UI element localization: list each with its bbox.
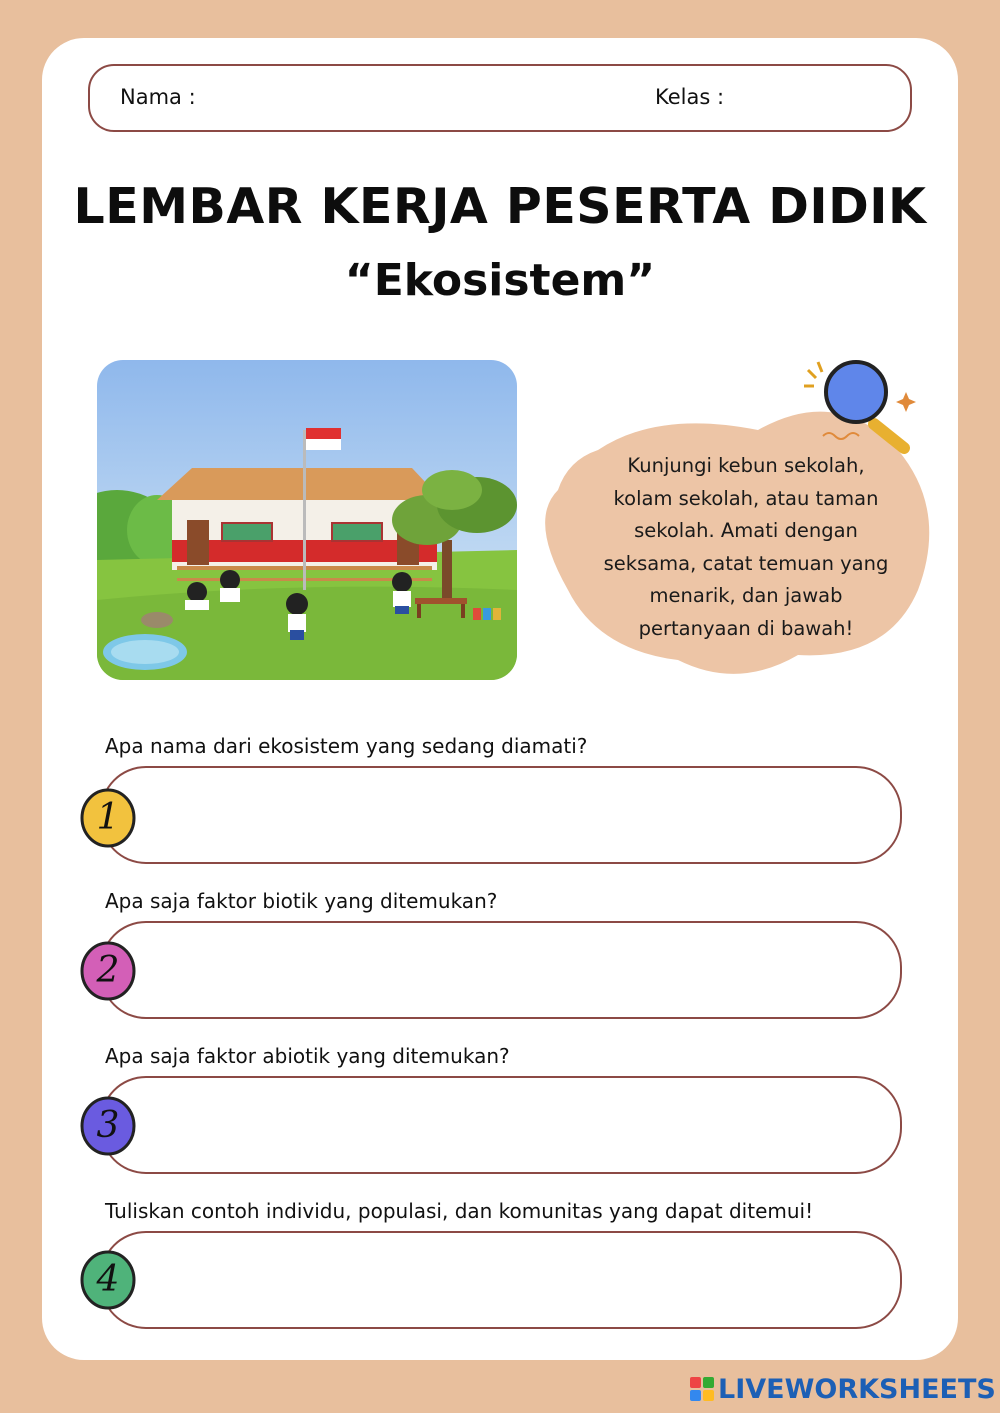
- page-title: LEMBAR KERJA PESERTA DIDIK: [73, 178, 927, 235]
- instruction-text: Kunjungi kebun sekolah, kolam sekolah, atau taman sekolah. Amati dengan seksama, catat temuan yang menarik, dan jawab pertanyaan di bawah!: [603, 454, 889, 640]
- name-label: Nama :: [120, 85, 196, 109]
- answer-4-field[interactable]: [100, 1231, 902, 1329]
- question-4-text: Tuliskan contoh individu, populasi, dan komunitas yang dapat ditemui!: [105, 1199, 814, 1223]
- page-subtitle: “Ekosistem”: [344, 255, 656, 306]
- number-badge-1: [80, 788, 136, 848]
- class-label: Kelas :: [655, 85, 725, 109]
- magnifier-icon: [796, 352, 926, 462]
- answer-3-field[interactable]: [100, 1076, 902, 1174]
- number-1: 1: [96, 797, 120, 838]
- question-3-text: Apa saja faktor abiotik yang ditemukan?: [105, 1044, 510, 1068]
- brand-name: LIVEWORKSHEETS: [718, 1373, 996, 1405]
- school-garden-illustration: [97, 360, 517, 680]
- number-badge-4: [80, 1250, 136, 1310]
- number-badge-2: [80, 941, 136, 1001]
- number-2: 2: [96, 950, 120, 991]
- number-badge-3: [80, 1096, 136, 1156]
- student-info-box: [88, 64, 912, 132]
- logo-mark-icon: [690, 1377, 714, 1401]
- question-1-text: Apa nama dari ekosistem yang sedang diamati?: [105, 734, 588, 758]
- answer-1-field[interactable]: [100, 766, 902, 864]
- answer-2-field[interactable]: [100, 921, 902, 1019]
- number-3: 3: [96, 1105, 120, 1146]
- number-4: 4: [96, 1259, 120, 1300]
- liveworksheets-logo[interactable]: [690, 1374, 996, 1404]
- question-2-text: Apa saja faktor biotik yang ditemukan?: [105, 889, 498, 913]
